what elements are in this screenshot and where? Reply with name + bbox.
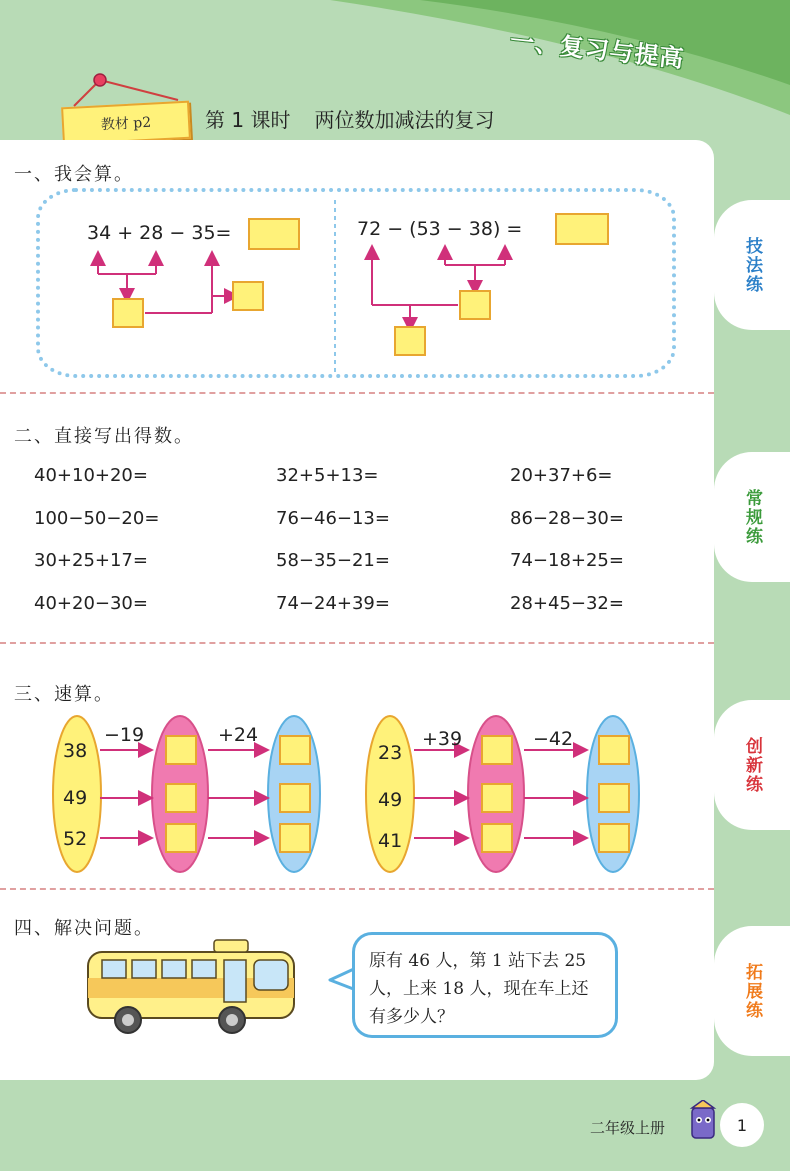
lesson-topic: 两位数加减法的复习 <box>314 108 495 132</box>
section-2-title: 二、直接写出得数。 <box>14 426 194 447</box>
mental-math-item: 40+10+20= <box>34 465 148 486</box>
mental-math-item: 32+5+13= <box>276 465 379 486</box>
input-number: 49 <box>378 789 403 811</box>
mental-math-item: 20+37+6= <box>510 465 613 486</box>
input-number: 41 <box>378 830 403 852</box>
input-number: 38 <box>63 740 88 762</box>
lesson-number: 第 1 课时 <box>205 108 291 132</box>
tab-regular-practice <box>714 452 790 582</box>
tab-label: 创新练 <box>742 736 762 794</box>
page-number: 1 <box>720 1103 764 1147</box>
expression-1: 34 + 28 − 35= <box>87 222 232 244</box>
mental-math-item: 30+25+17= <box>34 550 148 571</box>
section-divider <box>0 888 714 890</box>
mental-math-item: 58−35−21= <box>276 550 390 571</box>
section-1-title: 一、我会算。 <box>14 164 134 185</box>
answer-box[interactable] <box>112 298 144 328</box>
section-4-title: 四、解决问题。 <box>14 918 154 939</box>
mental-math-item: 28+45−32= <box>510 593 624 614</box>
tab-label: 技法练 <box>742 236 762 294</box>
answer-box[interactable] <box>232 281 264 311</box>
pencil-mascot-icon <box>686 1100 722 1144</box>
expression-2: 72 − (53 − 38) = <box>357 218 523 240</box>
mental-math-item: 74−18+25= <box>510 550 624 571</box>
section-divider <box>0 642 714 644</box>
tab-creative-practice <box>714 700 790 830</box>
mental-math-item: 74−24+39= <box>276 593 390 614</box>
mental-math-item: 40+20−30= <box>34 593 148 614</box>
operation-label: +24 <box>218 724 259 746</box>
tab-label: 拓展练 <box>742 962 762 1020</box>
tab-skill-practice <box>714 200 790 330</box>
input-number: 23 <box>378 742 403 764</box>
tab-extended-practice <box>714 926 790 1056</box>
calculation-arrows <box>0 240 714 370</box>
operation-label: +39 <box>422 728 463 750</box>
input-number: 49 <box>63 787 88 809</box>
grade-label: 二年级上册 <box>590 1119 666 1137</box>
input-number: 52 <box>63 828 88 850</box>
mental-math-item: 100−50−20= <box>34 508 160 529</box>
word-problem-bubble: 原有 46 人，第 1 站下去 25 人，上来 18 人，现在车上还有多少人？ <box>352 932 618 1038</box>
answer-box[interactable] <box>459 290 491 320</box>
mental-math-item: 86−28−30= <box>510 508 624 529</box>
unit-title: 一、复习与提高 <box>508 26 686 74</box>
operation-label: −19 <box>104 724 145 746</box>
bus-illustration <box>84 938 304 1038</box>
tab-label: 常规练 <box>742 488 762 546</box>
lesson-title <box>205 104 494 133</box>
textbook-page-tag: 教材 p2 <box>61 101 191 146</box>
section-3-title: 三、速算。 <box>14 684 114 705</box>
mental-math-item: 76−46−13= <box>276 508 390 529</box>
operation-label: −42 <box>533 728 574 750</box>
answer-box[interactable] <box>394 326 426 356</box>
section-divider <box>0 392 714 394</box>
